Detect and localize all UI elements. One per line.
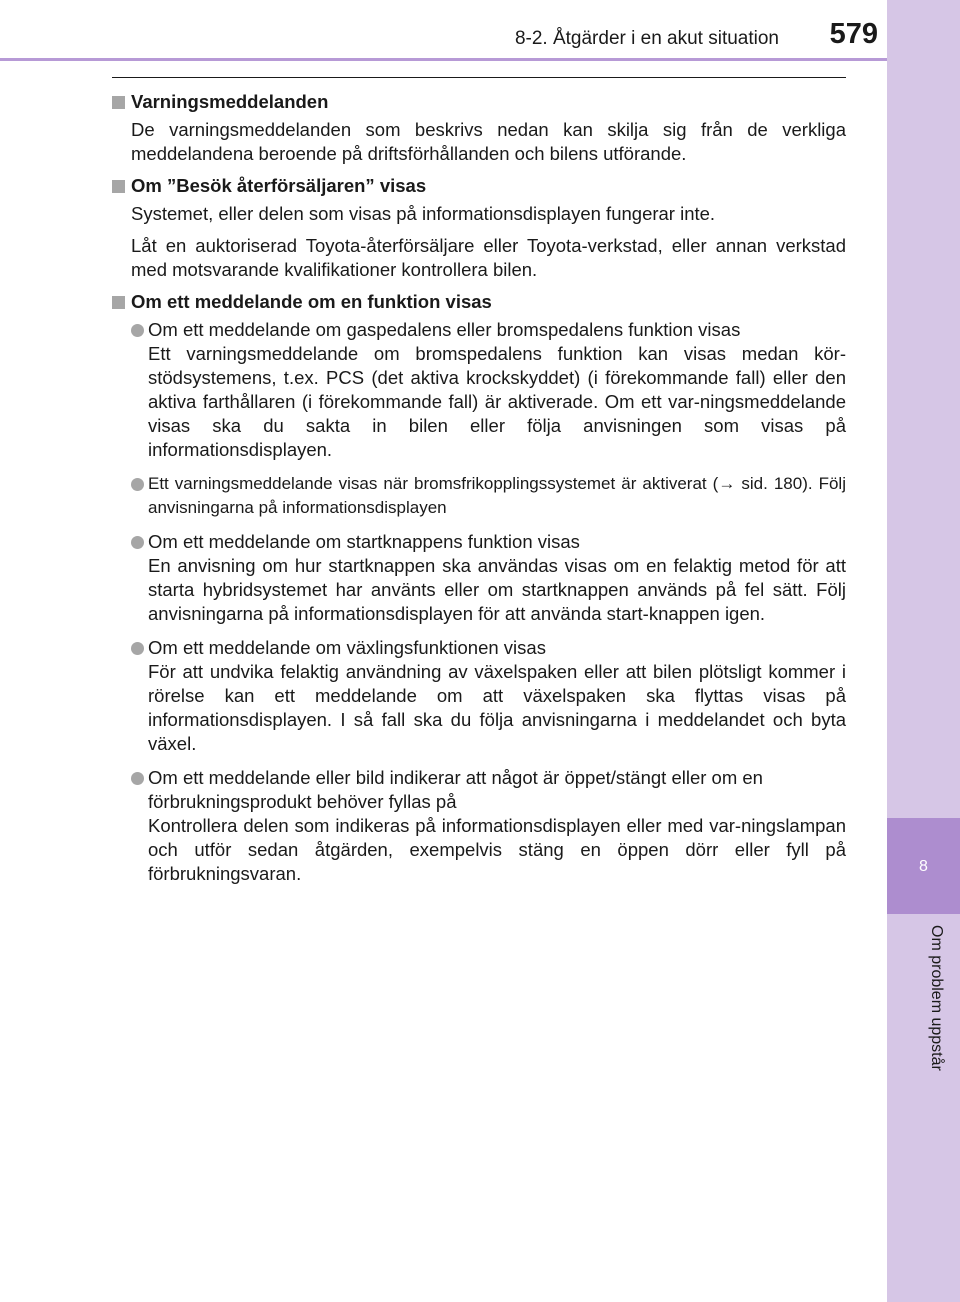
item-body: Ett varningsmeddelande om bromspedalens funktion kan visas medan kör-stödsystemens, t.ex. PCS (det aktiva krockskyddet) (i förekommande fall) eller den aktiva farthållaren (i förekommande fall) är aktiverade. Om ett var-ningsmeddelande visas ska du sakta in bilen eller följa anvisningen som visas på informationsdisplayen. <box>148 343 846 460</box>
list-item <box>131 636 846 756</box>
section-heading <box>112 90 846 114</box>
circle-bullet-icon <box>131 772 144 785</box>
item-title: Om ett meddelande om startknappens funktion visas <box>148 531 580 552</box>
heading-text: Varningsmeddelanden <box>131 91 329 112</box>
heading-text: Om ”Besök återförsäljaren” visas <box>131 175 427 196</box>
item-title: Ett varningsmeddelande visas när bromsfrikopplingssystemet är aktiverat (→ sid. 180). Följ anvisningarna på informationsdisplayen <box>148 474 846 517</box>
section-title: 8-2. Åtgärder i en akut situation <box>514 28 779 49</box>
square-bullet-icon <box>112 180 125 193</box>
item-body: För att undvika felaktig användning av växelspaken eller att bilen plötsligt kommer i rörelse kan ett meddelande om att växelspaken ska flyttas visas på informationsdisplayen. I så fall ska du följa anvisningarna i meddelandet och byta växel. <box>148 661 846 754</box>
circle-bullet-icon <box>131 536 144 549</box>
item-title: Om ett meddelande eller bild indikerar att något är öppet/stängt eller om en förbrukningsprodukt behöver fyllas på <box>148 767 763 812</box>
paragraph: De varningsmeddelanden som beskrivs nedan kan skilja sig från de verkliga meddelandena beroende på driftsförhållanden och bilens utförande. <box>131 119 846 164</box>
chapter-title: Om problem uppstår <box>928 925 945 1071</box>
item-body: Kontrollera delen som indikeras på informationsdisplayen eller med var-ningslampan och utför sedan åtgärden, exempelvis stäng en öppen dörr eller fyll på förbrukningsvaran. <box>148 815 846 884</box>
item-body: En anvisning om hur startknappen ska användas visas om en felaktig metod för att starta hybridsystemet har använts eller om startknappen används på fel sätt. Följ anvisningarna på informationsdisplayen för att använda start-knappen igen. <box>148 555 846 624</box>
page-number: 579 <box>829 18 878 50</box>
circle-bullet-icon <box>131 642 144 655</box>
section-heading <box>112 290 846 314</box>
square-bullet-icon <box>112 296 125 309</box>
item-title: Om ett meddelande om gaspedalens eller bromspedalens funktion visas <box>148 319 741 340</box>
chapter-tab <box>887 818 960 914</box>
item-title: Om ett meddelande om växlingsfunktionen visas <box>148 637 546 658</box>
list-item <box>131 530 846 626</box>
list-item <box>131 766 846 886</box>
page-content <box>112 90 846 896</box>
chapter-number: 8 <box>919 858 928 875</box>
chapter-sidebar <box>887 0 960 1302</box>
square-bullet-icon <box>112 96 125 109</box>
circle-bullet-icon <box>131 324 144 337</box>
paragraph: Låt en auktoriserad Toyota-återförsäljare eller Toyota-verkstad, eller annan verkstad med motsvarande kvalifikationer kontrollera bilen. <box>131 235 846 280</box>
heading-text: Om ett meddelande om en funktion visas <box>131 291 492 312</box>
content-divider <box>112 77 846 78</box>
circle-bullet-icon <box>131 478 144 491</box>
paragraph: Systemet, eller delen som visas på informationsdisplayen fungerar inte. <box>131 203 716 224</box>
header-rule <box>0 58 887 61</box>
list-item <box>131 318 846 462</box>
section-heading <box>112 174 846 198</box>
list-item <box>131 472 846 520</box>
